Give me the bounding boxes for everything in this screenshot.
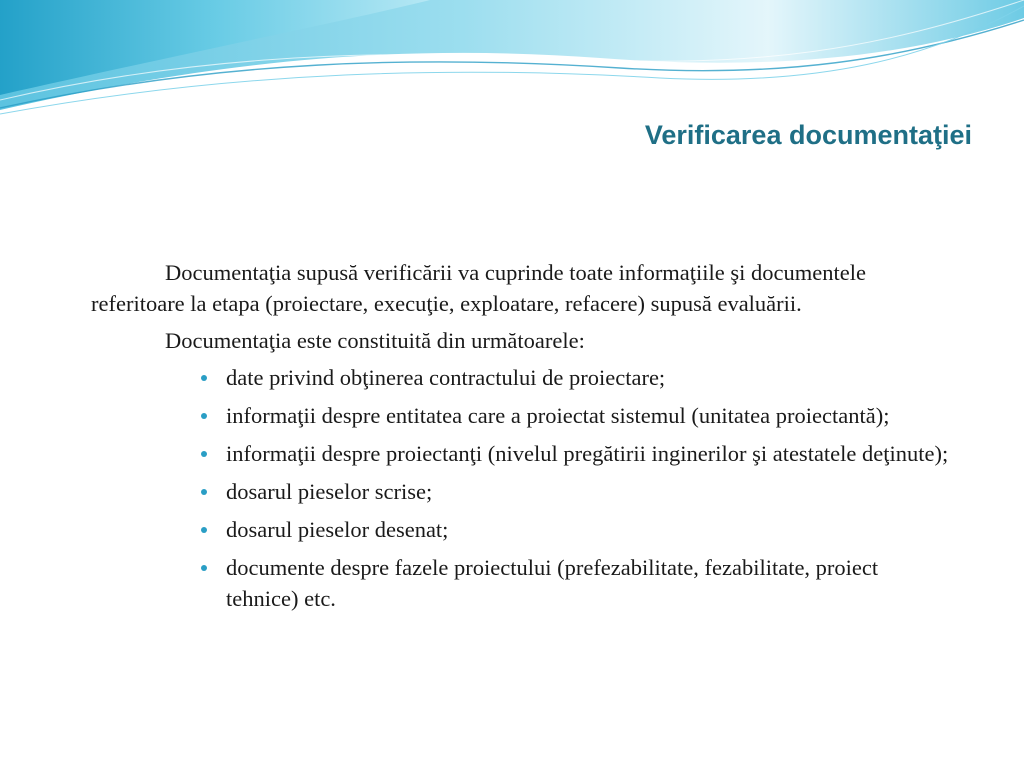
- list-item: [226, 476, 951, 507]
- bullet-dot-icon: [201, 375, 207, 381]
- header-wave-decoration: [0, 0, 1024, 130]
- slide-body: [91, 257, 951, 621]
- bullet-dot-icon: [201, 413, 207, 419]
- list-item: [226, 438, 951, 469]
- list-item-text: informaţii despre proiectanţi (nivelul pregătirii inginerilor şi atestatele deţinute);: [226, 441, 949, 466]
- bullet-dot-icon: [201, 489, 207, 495]
- intro-paragraph: Documentaţia supusă verificării va cuprinde toate informaţiile şi documentele referitoare la etapa (proiectare, execuţie, exploatare, refacere) supusă evaluării.: [91, 260, 866, 316]
- bullet-list: [91, 362, 951, 614]
- list-item: [226, 514, 951, 545]
- list-item-text: dosarul pieselor scrise;: [226, 479, 433, 504]
- bullet-dot-icon: [201, 451, 207, 457]
- list-item-text: informaţii despre entitatea care a proiectat sistemul (unitatea proiectantă);: [226, 403, 890, 428]
- list-item-text: date privind obţinerea contractului de proiectare;: [226, 365, 666, 390]
- bullet-dot-icon: [201, 565, 207, 571]
- bullet-dot-icon: [201, 527, 207, 533]
- list-item: [226, 400, 951, 431]
- list-item: [226, 552, 951, 614]
- slide-title: Verificarea documentaţiei: [644, 120, 972, 150]
- list-item-text: dosarul pieselor desenat;: [226, 517, 449, 542]
- list-item-text: documente despre fazele proiectului (prefezabilitate, fezabilitate, proiect tehnice) etc.: [226, 555, 879, 611]
- intro-paragraph: Documentaţia este constituită din următoarele:: [165, 328, 585, 353]
- list-item: [226, 362, 951, 393]
